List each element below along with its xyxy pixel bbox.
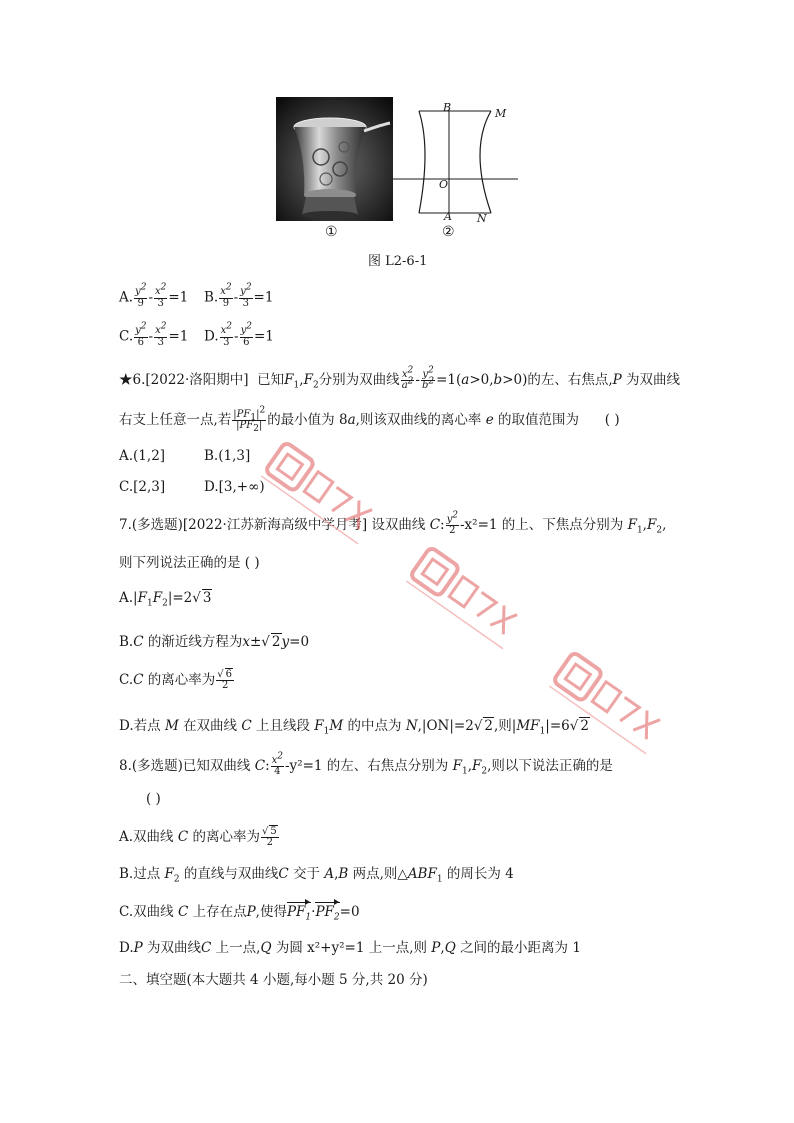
q8-line-2: ( ) xyxy=(146,791,161,807)
q8-line-1: 8.(多选题)已知双曲线 C: $\frac{x^2}{4}$ -y²=1 的左、右焦点分别为 $F_1,F_2$,则以下说法正确的是 xyxy=(119,751,613,777)
q5-option-A: A. $\frac{y^2}{9}$ - $\frac{x^2}{3}$ =1 xyxy=(119,282,189,309)
q8-option-B: B.过点 $F_2$ 的直线与双曲线C 交于 A,B 两点,则$\triangle ABF_1$ 的周长为 4 xyxy=(119,866,514,885)
q8-option-D: D.P 为双曲线C 上一点,Q 为圆 x²+y²=1 上一点,则 P,Q 之间的最小距离为 1 xyxy=(119,940,581,956)
label-N: N xyxy=(477,212,487,225)
q6-option-C: C.[2,3] xyxy=(119,479,166,495)
q7-line-2: 则下列说法正确的是 ( ) xyxy=(119,555,260,571)
q5-option-D: D. $\frac{x^2}{3}$ - $\frac{y^2}{6}$ =1 xyxy=(204,321,274,348)
q8-option-C: C.双曲线 C 上存在点P,使得$PF_1\cdot PF_2=0$ xyxy=(119,904,360,923)
q6-option-B: B.(1,3] xyxy=(204,448,251,464)
q6-option-D: D.[3,+∞) xyxy=(204,479,265,495)
q5-option-B: B. $\frac{x^2}{9}$ - $\frac{y^2}{3}$ =1 xyxy=(204,282,274,309)
figure-caption-2: ② xyxy=(442,224,455,240)
figure-caption-1: ① xyxy=(325,224,338,240)
q5-option-C: C. $\frac{y^2}{6}$ - $\frac{x^2}{3}$ =1 xyxy=(119,321,189,348)
cup-photo xyxy=(276,97,393,221)
label-B: B xyxy=(443,101,452,114)
q6-option-A: A.(1,2] xyxy=(119,448,166,464)
section-2-heading: 二、填空题(本大题共 4 小题,每小题 5 分,共 20 分) xyxy=(119,972,428,988)
q6-line-1: ★6.[2022·洛阳期中] 已知$F_1,F_2$分别为双曲线 $\frac{x^2}{a^2}$ - $\frac{y^2}{b^2}$ =1(a>0,b>0)的左、右焦点,P 为双曲线 xyxy=(119,365,681,391)
q6-line-2: 右支上任意一点,若 $\frac{|PF_1|^2}{|PF_2|}$ 的最小值为 8a,则该双曲线的离心率 e 的取值范围为 ( ) xyxy=(119,405,620,434)
figure-title: 图 L2-6-1 xyxy=(368,254,428,269)
watermark-logo-2 xyxy=(402,542,537,658)
q7-option-B: B.C 的渐近线方程为x±√ 2y=0 xyxy=(119,634,310,650)
label-O: O xyxy=(439,178,449,191)
label-M: M xyxy=(495,107,507,120)
watermark-logo-3 xyxy=(545,647,680,763)
q7-option-C: C.C 的离心率为 $\frac{√ 6}{2}$ xyxy=(119,668,233,691)
q7-option-A: $A.|F_1F_2|=2√$ 3 xyxy=(119,590,212,609)
label-A: A xyxy=(444,210,452,223)
q7-line-1: 7.(多选题)[2022·江苏新海高级中学月考] 设双曲线 C: $\frac{y^2}{2}$ -x²=1 的上、下焦点分别为 $F_1,F_2$, xyxy=(119,510,667,536)
q7-option-D: D.若点 M 在双曲线 C 上且线段 $F_1M$ 的中点为 N,|ON|=2√ 2,则$|MF_1|=6√$ 2 xyxy=(119,718,589,737)
q8-option-A: A.双曲线 C 的离心率为 $\frac{√ 5}{2}$ xyxy=(119,825,277,848)
